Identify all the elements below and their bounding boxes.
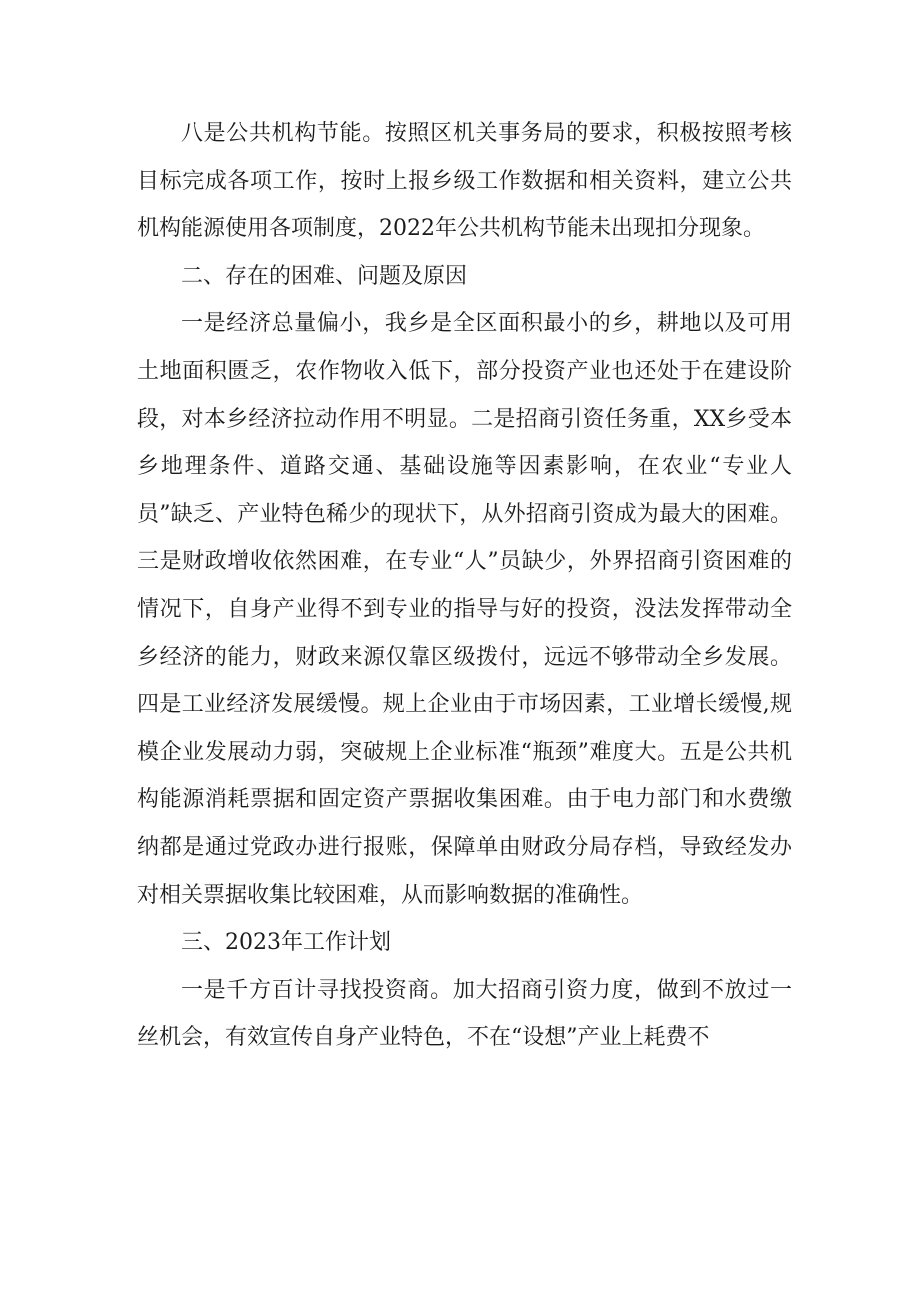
paragraph-public-agency-energy-saving: 八是公共机构节能。按照区机关事务局的要求，积极按照考核目标完成各项工作，按时上报乡级工作数据和相关资料，建立公共机构能源使用各项制度，2022年公共机构节能未出现扣分现象。 bbox=[137, 121, 792, 242]
section-heading-work-plan: 三、2023年工作计划 bbox=[181, 930, 391, 956]
section-heading-difficulties: 二、存在的困难、问题及原因 bbox=[181, 263, 468, 289]
document-body bbox=[137, 110, 792, 1062]
paragraph-work-plan-investors: 一是千方百计寻找投资商。加大招商引资力度，做到不放过一丝机会，有效宣传自身产业特色，不在“设想”产业上耗费不 bbox=[137, 977, 792, 1051]
paragraph-difficulties-problems: 一是经济总量偏小，我乡是全区面积最小的乡，耕地以及可用土地面积匮乏，农作物收入低下，部分投资产业也还处于在建设阶段，对本乡经济拉动作用不明显。二是招商引资任务重，XX乡受本乡地理条件、道路交通、基础设施等因素影响，在农业“专业人员”缺乏、产业特色稀少的现状下，从外招商引资成为最大的困难。三是财政增收依然困难，在专业“人”员缺少，外界招商引资困难的情况下，自身产业得不到专业的指导与好的投资，没法发挥带动全乡经济的能力，财政来源仅靠区级拨付，远远不够带动全乡发展。四是工业经济发展缓慢。规上企业由于市场因素，工业增长缓慢,规模企业发展动力弱，突破规上企业标准“瓶颈”难度大。五是公共机构能源消耗票据和固定资产票据收集困难。由于电力部门和水费缴纳都是通过党政办进行报账，保障单由财政分局存档，导致经发办对相关票据收集比较困难，从而影响数据的准确性。 bbox=[137, 311, 792, 908]
